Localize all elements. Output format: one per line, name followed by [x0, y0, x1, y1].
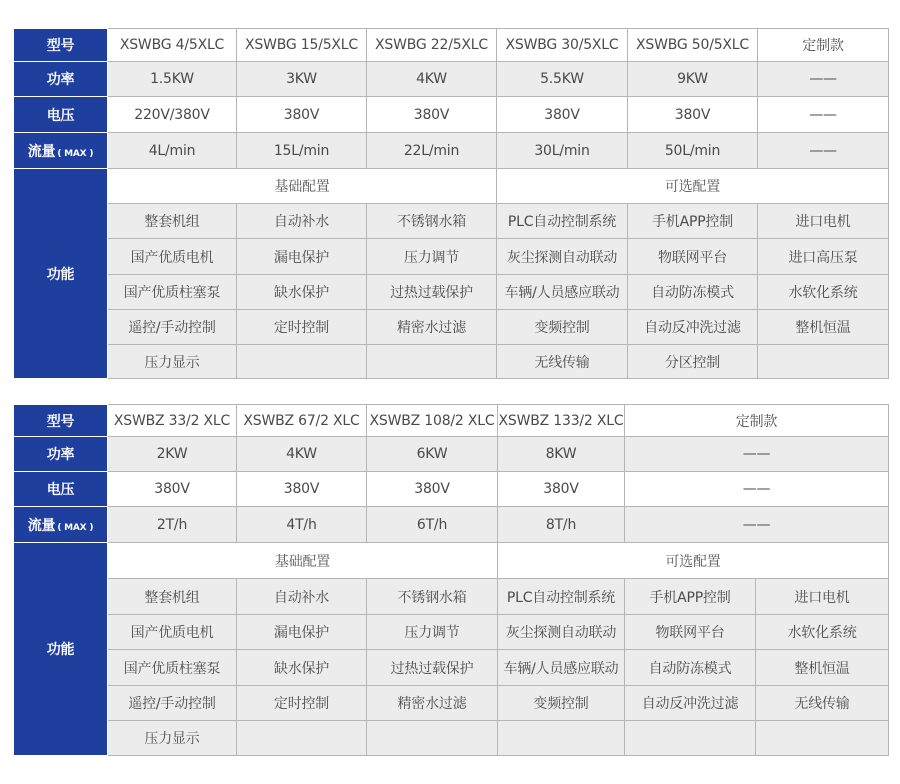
- feature-cell: 漏电保护: [237, 239, 367, 275]
- model-cell: XSWBG 30/5XLC: [497, 29, 628, 62]
- model-cell: XSWBG 4/5XLC: [108, 29, 237, 62]
- model-label: 型号: [14, 29, 108, 62]
- feature-cell: 定时控制: [237, 686, 367, 721]
- config-title-row: [14, 543, 889, 579]
- flow-cell: 50L/min: [628, 133, 758, 169]
- voltage-cell: 380V: [237, 472, 367, 507]
- model-cell: XSWBZ 67/2 XLC: [237, 405, 367, 437]
- feature-cell: 过热过载保护: [367, 650, 498, 686]
- power-cell: 2KW: [108, 437, 237, 472]
- power-cell: 1.5KW: [108, 62, 237, 97]
- feature-row: [14, 615, 889, 650]
- feature-row: [14, 650, 889, 686]
- flow-cell: 15L/min: [237, 133, 367, 169]
- flow-cell: ——: [625, 507, 889, 543]
- feature-cell: 手机APP控制: [628, 204, 758, 239]
- optional-config-title: 可选配置: [497, 169, 889, 204]
- feature-cell: 进口高压泵: [758, 239, 889, 275]
- model-cell: XSWBZ 33/2 XLC: [108, 405, 237, 437]
- feature-cell: PLC自动控制系统: [497, 204, 628, 239]
- model-label: 型号: [14, 405, 108, 437]
- voltage-cell: 380V: [237, 97, 367, 133]
- model-cell: XSWBG 15/5XLC: [237, 29, 367, 62]
- feature-cell: 缺水保护: [237, 275, 367, 310]
- flow-label-text: 流量: [27, 517, 56, 534]
- feature-cell: 过热过载保护: [367, 275, 497, 310]
- feature-cell: 不锈钢水箱: [367, 204, 497, 239]
- basic-config-title: 基础配置: [108, 543, 498, 579]
- model-row: [14, 405, 889, 437]
- feature-cell: 分区控制: [628, 345, 758, 379]
- feature-cell: 整机恒温: [756, 650, 889, 686]
- spec-table-xswbg: [13, 28, 889, 379]
- flow-label-text: 流量: [27, 143, 56, 160]
- feature-cell: 国产优质电机: [108, 615, 237, 650]
- feature-cell: 整套机组: [108, 579, 237, 615]
- feature-cell: 不锈钢水箱: [367, 579, 498, 615]
- voltage-cell: 380V: [367, 97, 497, 133]
- feature-cell: [758, 345, 889, 379]
- config-title-row: [14, 169, 889, 204]
- feature-cell: 无线传输: [497, 345, 628, 379]
- feature-cell: 水软化系统: [758, 275, 889, 310]
- power-cell: 3KW: [237, 62, 367, 97]
- feature-cell: 手机APP控制: [625, 579, 756, 615]
- feature-cell: 定时控制: [237, 310, 367, 345]
- feature-cell: 进口电机: [756, 579, 889, 615]
- voltage-cell: ——: [758, 97, 889, 133]
- feature-cell: PLC自动控制系统: [498, 579, 625, 615]
- voltage-label: 电压: [14, 97, 108, 133]
- power-cell: 4KW: [367, 62, 497, 97]
- feature-cell: 自动补水: [237, 204, 367, 239]
- feature-cell: 精密水过滤: [367, 686, 498, 721]
- voltage-cell: 380V: [108, 472, 237, 507]
- voltage-row: [14, 97, 889, 133]
- function-label: 功能: [14, 543, 108, 756]
- feature-row: [14, 345, 889, 379]
- feature-row: [14, 204, 889, 239]
- flow-cell: 8T/h: [498, 507, 625, 543]
- feature-cell: 遥控/手动控制: [108, 310, 237, 345]
- power-label: 功率: [14, 62, 108, 97]
- feature-row: [14, 686, 889, 721]
- flow-cell: 6T/h: [367, 507, 498, 543]
- feature-cell: 精密水过滤: [367, 310, 497, 345]
- voltage-cell: 380V: [498, 472, 625, 507]
- feature-cell: 物联网平台: [628, 239, 758, 275]
- feature-cell: 灰尘探测自动联动: [497, 239, 628, 275]
- feature-cell: 整套机组: [108, 204, 237, 239]
- model-cell: XSWBG 50/5XLC: [628, 29, 758, 62]
- voltage-cell: 380V: [367, 472, 498, 507]
- voltage-row: [14, 472, 889, 507]
- power-cell: ——: [758, 62, 889, 97]
- model-cell: XSWBZ 133/2 XLC: [498, 405, 625, 437]
- feature-cell: 自动防冻模式: [625, 650, 756, 686]
- feature-cell: 车辆/人员感应联动: [498, 650, 625, 686]
- power-cell: 6KW: [367, 437, 498, 472]
- flow-row: [14, 507, 889, 543]
- feature-cell: 自动反冲洗过滤: [628, 310, 758, 345]
- voltage-cell: 380V: [497, 97, 628, 133]
- feature-cell: 缺水保护: [237, 650, 367, 686]
- feature-cell: 国产优质电机: [108, 239, 237, 275]
- model-cell: XSWBZ 108/2 XLC: [367, 405, 498, 437]
- feature-cell: [625, 721, 756, 756]
- flow-row: [14, 133, 889, 169]
- feature-cell: 整机恒温: [758, 310, 889, 345]
- spec-table-xswbz: [13, 404, 889, 756]
- basic-config-title: 基础配置: [108, 169, 497, 204]
- power-label: 功率: [14, 437, 108, 472]
- flow-cell: 2T/h: [108, 507, 237, 543]
- model-row: [14, 29, 889, 62]
- feature-row: [14, 579, 889, 615]
- feature-row: [14, 239, 889, 275]
- feature-cell: 变频控制: [497, 310, 628, 345]
- power-row: [14, 62, 889, 97]
- feature-cell: 变频控制: [498, 686, 625, 721]
- feature-cell: 自动反冲洗过滤: [625, 686, 756, 721]
- feature-cell: 压力调节: [367, 239, 497, 275]
- flow-cell: 4T/h: [237, 507, 367, 543]
- voltage-cell: 380V: [628, 97, 758, 133]
- flow-cell: ——: [758, 133, 889, 169]
- flow-cell: 4L/min: [108, 133, 237, 169]
- power-cell: 4KW: [237, 437, 367, 472]
- flow-label: [14, 507, 108, 543]
- feature-cell: 压力调节: [367, 615, 498, 650]
- model-cell: 定制款: [758, 29, 889, 62]
- feature-cell: [237, 721, 367, 756]
- feature-cell: 漏电保护: [237, 615, 367, 650]
- feature-cell: 国产优质柱塞泵: [108, 650, 237, 686]
- feature-cell: 压力显示: [108, 721, 237, 756]
- model-cell: XSWBG 22/5XLC: [367, 29, 497, 62]
- feature-cell: 进口电机: [758, 204, 889, 239]
- power-row: [14, 437, 889, 472]
- feature-cell: 国产优质柱塞泵: [108, 275, 237, 310]
- feature-cell: 自动补水: [237, 579, 367, 615]
- feature-cell: [367, 721, 498, 756]
- voltage-cell: ——: [625, 472, 889, 507]
- feature-cell: 物联网平台: [625, 615, 756, 650]
- feature-cell: 自动防冻模式: [628, 275, 758, 310]
- feature-cell: 灰尘探测自动联动: [498, 615, 625, 650]
- flow-unit: ( MAX ): [57, 522, 94, 533]
- feature-cell: 遥控/手动控制: [108, 686, 237, 721]
- flow-cell: 22L/min: [367, 133, 497, 169]
- feature-cell: [498, 721, 625, 756]
- optional-config-title: 可选配置: [498, 543, 889, 579]
- flow-cell: 30L/min: [497, 133, 628, 169]
- power-cell: 5.5KW: [497, 62, 628, 97]
- power-cell: 9KW: [628, 62, 758, 97]
- feature-row: [14, 310, 889, 345]
- feature-cell: [756, 721, 889, 756]
- power-cell: 8KW: [498, 437, 625, 472]
- voltage-cell: 220V/380V: [108, 97, 237, 133]
- flow-label: [14, 133, 108, 169]
- power-cell: ——: [625, 437, 889, 472]
- voltage-label: 电压: [14, 472, 108, 507]
- model-cell: 定制款: [625, 405, 889, 437]
- feature-cell: 压力显示: [108, 345, 237, 379]
- feature-cell: [367, 345, 497, 379]
- function-label: 功能: [14, 169, 108, 379]
- feature-cell: [237, 345, 367, 379]
- feature-cell: 无线传输: [756, 686, 889, 721]
- feature-cell: 车辆/人员感应联动: [497, 275, 628, 310]
- feature-cell: 水软化系统: [756, 615, 889, 650]
- flow-unit: ( MAX ): [57, 148, 94, 159]
- feature-row: [14, 275, 889, 310]
- feature-row: [14, 721, 889, 756]
